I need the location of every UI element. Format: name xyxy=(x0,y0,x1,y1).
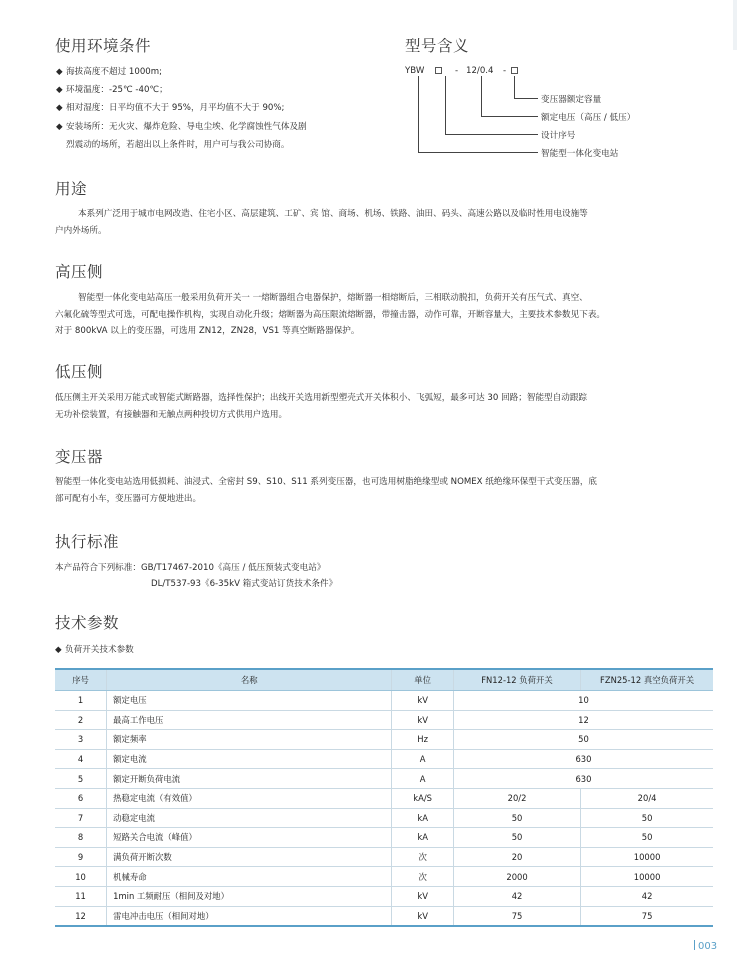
col-header-no: 序号 xyxy=(55,669,107,691)
env-item-4: ◆ 安装场所：无火灾、爆炸危险、导电尘埃、化学腐蚀性气体及剧 xyxy=(56,122,307,132)
row-value-merged: 630 xyxy=(453,749,713,769)
row-unit: Hz xyxy=(392,730,453,750)
row-unit: 次 xyxy=(392,867,453,887)
page-number: 003 xyxy=(694,940,717,952)
leader-line xyxy=(481,116,538,117)
env-item-1: ◆ 海拔高度不超过 1000m; xyxy=(56,67,163,77)
row-name: 1min 工频耐压（相间及对地） xyxy=(107,886,392,906)
row-unit: kV xyxy=(392,906,453,926)
model-code-dash2: - xyxy=(503,66,507,76)
hv-text-line1: 智能型一体化变电站高压一般采用负荷开关一 一熔断器组合电器保护，熔断器一相熔断后，三相联动脱扣，负荷开关有压气式、真空、 xyxy=(78,293,588,303)
table-row xyxy=(55,808,713,828)
leader-line xyxy=(445,76,446,135)
row-value-merged: 50 xyxy=(453,730,713,750)
row-no: 9 xyxy=(55,847,107,867)
row-unit: kA/S xyxy=(392,788,453,808)
row-unit: kV xyxy=(392,886,453,906)
table-row xyxy=(55,691,713,711)
tech-title: 技术参数 xyxy=(55,614,120,632)
bullet-diamond-icon: ◆ xyxy=(56,67,63,77)
row-value-fzn25: 75 xyxy=(581,906,713,926)
model-box-1 xyxy=(435,67,442,74)
col-header-fn12: FN12-12 负荷开关 xyxy=(453,669,580,691)
usage-text-line2: 户内外场所。 xyxy=(55,226,107,236)
row-no: 1 xyxy=(55,691,107,711)
tech-subtitle: ◆ 负荷开关技术参数 xyxy=(55,645,134,655)
row-unit: A xyxy=(392,749,453,769)
row-value-fzn25: 20/4 xyxy=(581,788,713,808)
row-name: 动稳定电流 xyxy=(107,808,392,828)
row-value-fzn25: 50 xyxy=(581,808,713,828)
row-value-fn12: 20 xyxy=(453,847,580,867)
row-value-merged: 10 xyxy=(453,691,713,711)
transformer-text-line1: 智能型一体化变电站选用低损耗、油浸式、全密封 S9、S10、S11 系列变压器，也可选用树脂绝缘型或 NOMEX 纸绝缘环保型干式变压器，底 xyxy=(55,477,598,487)
model-title: 型号含义 xyxy=(405,37,470,55)
row-name: 热稳定电流（有效值） xyxy=(107,788,392,808)
row-value-fn12: 75 xyxy=(453,906,580,926)
row-value-merged: 630 xyxy=(453,769,713,789)
row-no: 3 xyxy=(55,730,107,750)
standard-line2: DL/T537-93《6-35kV 箱式变站订货技术条件》 xyxy=(151,579,338,589)
col-header-fzn25: FZN25-12 真空负荷开关 xyxy=(581,669,713,691)
model-code-dash1: - xyxy=(455,66,459,76)
env-item-3: ◆ 相对湿度：日平均值不大于 95%，月平均值不大于 90%; xyxy=(56,103,285,113)
row-no: 12 xyxy=(55,906,107,926)
row-name: 额定开断负荷电流 xyxy=(107,769,392,789)
row-name: 额定电压 xyxy=(107,691,392,711)
hv-text-line3: 对于 800kVA 以上的变压器，可选用 ZN12，ZN28，VS1 等真空断路器保护。 xyxy=(55,326,360,336)
row-no: 7 xyxy=(55,808,107,828)
env-item-4-cont: 烈震动的场所，若超出以上条件时，用户可与我公司协商。 xyxy=(66,140,290,150)
lv-text-line2: 无功补偿装置，有接触器和无触点两种投切方式供用户选用。 xyxy=(55,410,288,420)
row-no: 8 xyxy=(55,828,107,848)
row-value-fn12: 2000 xyxy=(453,867,580,887)
row-unit: 次 xyxy=(392,847,453,867)
row-value-fzn25: 10000 xyxy=(581,867,713,887)
bullet-diamond-icon: ◆ xyxy=(56,103,63,113)
usage-text-line1: 本系列广泛用于城市电网改造、住宅小区、高层建筑、工矿、宾 馆、商场、机场、铁路、油田、码头、高速公路以及临时性用电设施等 xyxy=(78,209,588,219)
leader-line xyxy=(514,76,515,99)
table-row xyxy=(55,886,713,906)
row-unit: kA xyxy=(392,828,453,848)
table-row xyxy=(55,867,713,887)
row-value-fzn25: 50 xyxy=(581,828,713,848)
table-row xyxy=(55,906,713,926)
env-title: 使用环境条件 xyxy=(55,37,152,55)
row-unit: A xyxy=(392,769,453,789)
leader-line xyxy=(514,98,538,99)
page-number-bar xyxy=(694,940,695,950)
load-switch-spec-table xyxy=(55,668,713,927)
row-value-merged: 12 xyxy=(453,710,713,730)
page-edge-tab xyxy=(733,0,737,50)
leader-line xyxy=(418,152,538,153)
table-row xyxy=(55,730,713,750)
model-label-capacity: 变压器额定容量 xyxy=(541,95,602,105)
lv-text-line1: 低压侧主开关采用万能式或智能式断路器，选择性保护；出线开关选用新型塑壳式开关体积小、飞弧短，最多可达 30 回路；智能型自动跟踪 xyxy=(55,393,588,403)
leader-line xyxy=(445,134,538,135)
col-header-name: 名称 xyxy=(107,669,392,691)
standard-title: 执行标准 xyxy=(55,533,120,551)
table-row xyxy=(55,749,713,769)
transformer-text-line2: 部可配有小车，变压器可方便地进出。 xyxy=(55,494,202,504)
transformer-title: 变压器 xyxy=(55,448,104,466)
row-value-fn12: 50 xyxy=(453,828,580,848)
table-row xyxy=(55,828,713,848)
lv-title: 低压侧 xyxy=(55,363,104,381)
model-label-voltage: 额定电压（高压 / 低压） xyxy=(541,113,636,123)
row-no: 11 xyxy=(55,886,107,906)
row-name: 机械寿命 xyxy=(107,867,392,887)
usage-title: 用途 xyxy=(55,180,88,198)
row-name: 额定频率 xyxy=(107,730,392,750)
model-label-design: 设计序号 xyxy=(541,131,576,141)
row-value-fzn25: 42 xyxy=(581,886,713,906)
bullet-diamond-icon: ◆ xyxy=(55,645,62,655)
hv-text-line2: 六氟化硫等型式可选，可配电操作机构，实现自动化升级；熔断器为高压限流熔断器，带撞击器，动作可靠，开断容量大，主要技术参数见下表。 xyxy=(55,310,606,320)
env-item-2: ◆ 环境温度：-25℃ -40℃； xyxy=(56,85,168,95)
table-row xyxy=(55,788,713,808)
row-name: 最高工作电压 xyxy=(107,710,392,730)
row-name: 雷电冲击电压（相间对地） xyxy=(107,906,392,926)
row-unit: kA xyxy=(392,808,453,828)
row-unit: kV xyxy=(392,691,453,711)
row-no: 4 xyxy=(55,749,107,769)
model-code-prefix: YBW xyxy=(405,66,425,76)
standard-line1: 本产品符合下列标准：GB/T17467-2010《高压 / 低压预装式变电站》 xyxy=(55,563,326,573)
col-header-unit: 单位 xyxy=(392,669,453,691)
row-unit: kV xyxy=(392,710,453,730)
leader-line xyxy=(481,76,482,117)
row-name: 满负荷开断次数 xyxy=(107,847,392,867)
bullet-diamond-icon: ◆ xyxy=(56,122,63,132)
row-no: 2 xyxy=(55,710,107,730)
row-name: 短路关合电流（峰值） xyxy=(107,828,392,848)
table-row xyxy=(55,769,713,789)
model-box-2 xyxy=(511,67,518,74)
row-value-fn12: 50 xyxy=(453,808,580,828)
table-row xyxy=(55,847,713,867)
table-row xyxy=(55,710,713,730)
table-header-row xyxy=(55,669,713,691)
bullet-diamond-icon: ◆ xyxy=(56,85,63,95)
row-value-fn12: 20/2 xyxy=(453,788,580,808)
row-value-fn12: 42 xyxy=(453,886,580,906)
model-code-mid: 12/0.4 xyxy=(466,66,494,76)
row-value-fzn25: 10000 xyxy=(581,847,713,867)
row-no: 5 xyxy=(55,769,107,789)
hv-title: 高压侧 xyxy=(55,263,104,281)
row-no: 6 xyxy=(55,788,107,808)
row-no: 10 xyxy=(55,867,107,887)
leader-line xyxy=(418,76,419,153)
row-name: 额定电流 xyxy=(107,749,392,769)
model-label-type: 智能型一体化变电站 xyxy=(541,149,619,159)
